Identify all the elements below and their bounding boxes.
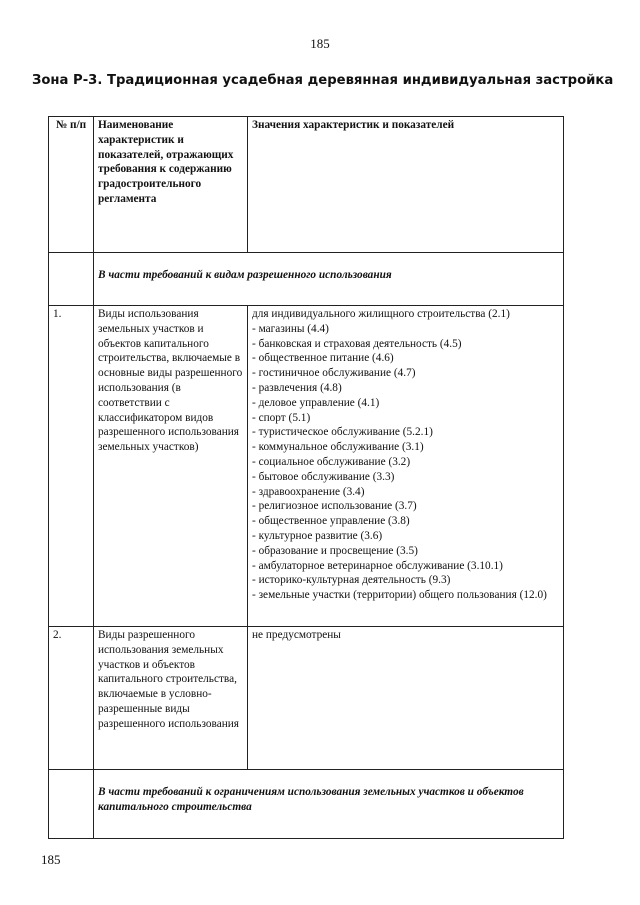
list-item: - здравоохранение (3.4) (252, 485, 365, 498)
list-item: - историко-культурная деятельность (9.3) (252, 574, 451, 587)
table-row (49, 306, 564, 627)
list-item: - банковская и страховая деятельность (4.5) (252, 337, 462, 350)
list-item: - бытовое обслуживание (3.3) (252, 470, 395, 483)
row-name: Виды разрешенного использования земельных участков и объектов капитального строительства, включаемые в условно-разрешенные виды разрешенного использования (94, 627, 248, 770)
list-item: - образование и просвещение (3.5) (252, 544, 418, 557)
list-item: - социальное обслуживание (3.2) (252, 455, 411, 468)
section-title-restrictions: В части требований к ограничениям использования земельных участков и объектов капитального строительства (94, 770, 564, 839)
row-values: не предусмотрены (248, 627, 564, 770)
row-number: 2. (49, 627, 94, 770)
list-item: - гостиничное обслуживание (4.7) (252, 367, 416, 380)
section-empty-cell (49, 770, 94, 839)
list-item: - общественное питание (4.6) (252, 352, 394, 365)
list-item: - амбулаторное ветеринарное обслуживание (3.10.1) (252, 559, 503, 572)
list-item: - общественное управление (3.8) (252, 515, 410, 528)
table-row (49, 627, 564, 770)
list-item: - спорт (5.1) (252, 411, 311, 424)
list-item: - культурное развитие (3.6) (252, 529, 383, 542)
section-empty-cell (49, 253, 94, 306)
page-number-bottom: 185 (41, 852, 61, 867)
page-title: Зона Р-3. Традиционная усадебная деревянная индивидуальная застройка (32, 73, 614, 88)
list-item: для индивидуального жилищного строительства (2.1) (252, 308, 510, 320)
list-item: - коммунальное обслуживание (3.1) (252, 441, 424, 454)
list-item: - туристическое обслуживание (5.2.1) (252, 426, 433, 439)
section-row (49, 770, 564, 839)
list-item: - развлечения (4.8) (252, 381, 342, 394)
list-item: - земельные участки (территории) общего пользования (12.0) (252, 589, 547, 602)
list-item: - деловое управление (4.1) (252, 396, 380, 409)
list-item: - магазины (4.4) (252, 322, 329, 335)
list-item: - религиозное использование (3.7) (252, 500, 417, 513)
row-name: Виды использования земельных участков и объектов капитального строительства, включаемые в основные виды разрешенного использования (в соответствии с классификатором видов разрешенного использования земельных участков) (94, 306, 248, 627)
section-title-permitted-uses: В части требований к видам разрешенного использования (94, 253, 564, 306)
page-number-top: 185 (310, 36, 330, 51)
section-row (49, 253, 564, 306)
table-header-row (49, 117, 564, 253)
header-name: Наименование характеристик и показателей, отражающих требования к содержанию градостроительного регламента (94, 117, 248, 253)
regulation-table (48, 116, 564, 839)
header-values: Значения характеристик и показателей (248, 117, 564, 253)
row-values (248, 306, 564, 627)
header-number: № п/п (49, 117, 94, 253)
row-number: 1. (49, 306, 94, 627)
